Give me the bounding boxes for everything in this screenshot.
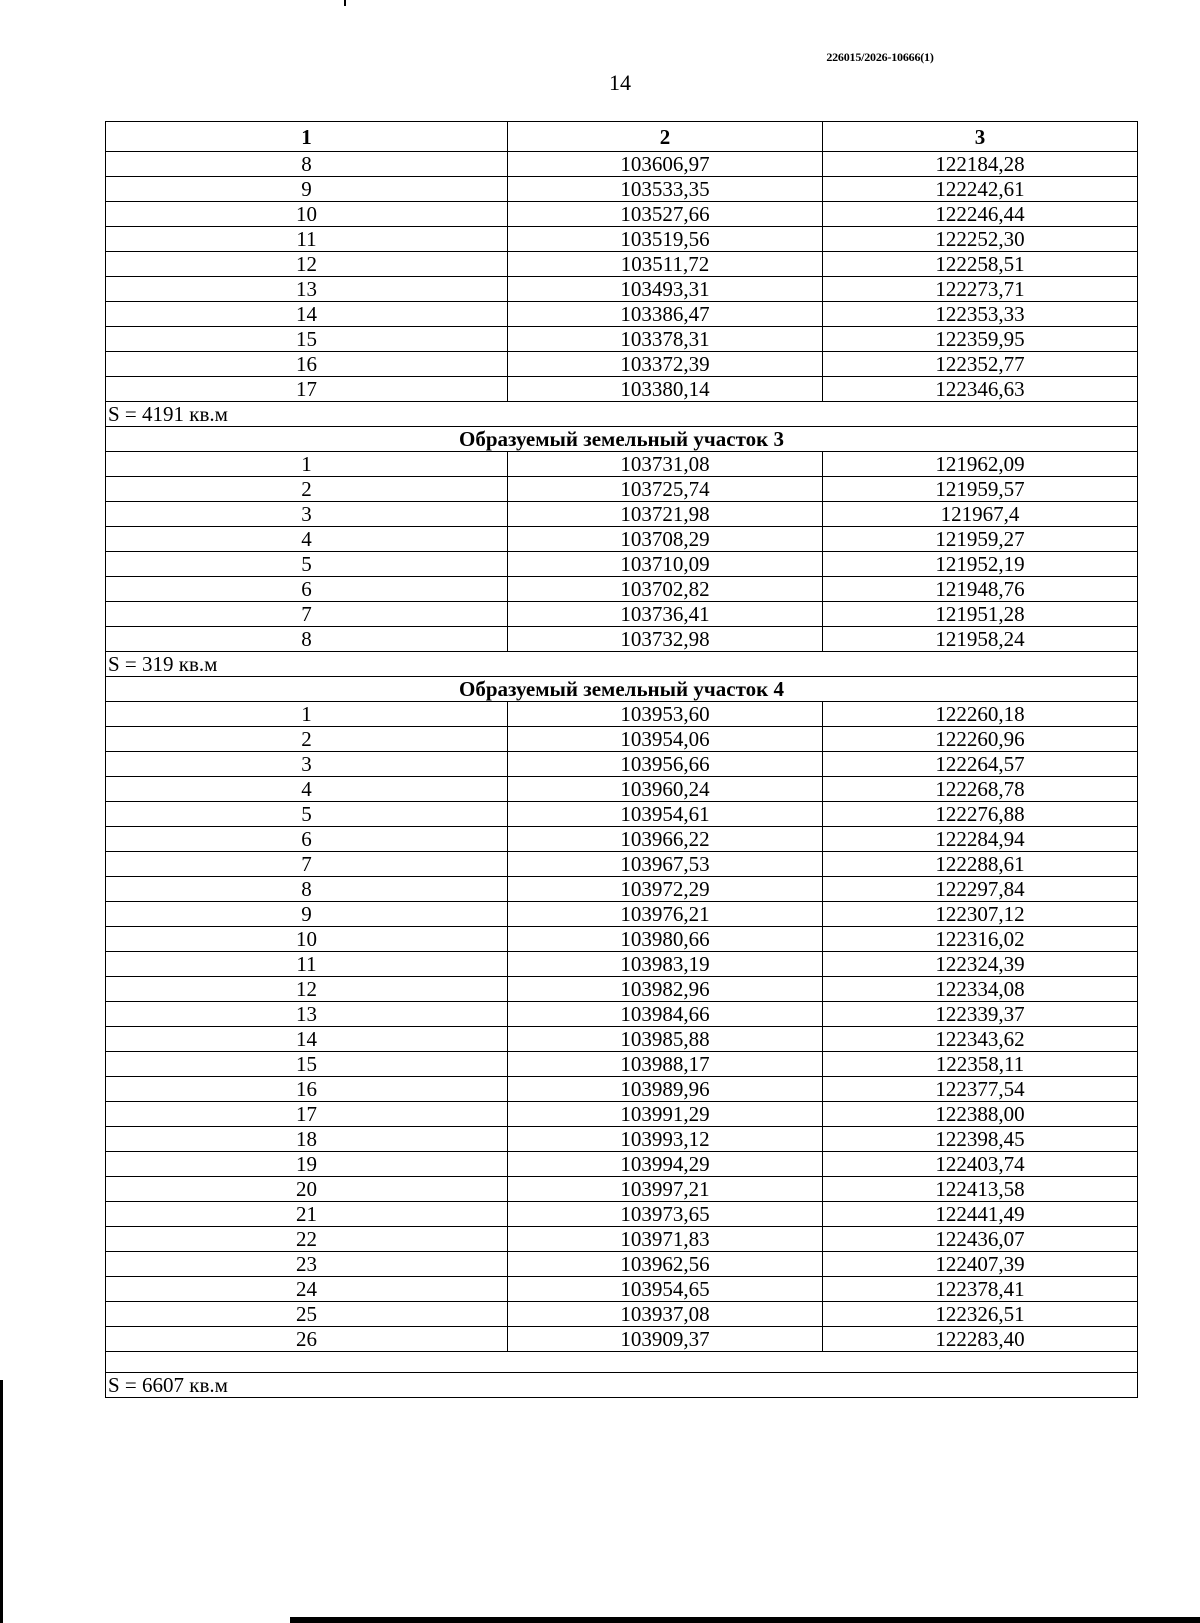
- y-coordinate-cell: 121967,4: [823, 502, 1138, 527]
- x-coordinate-cell: 103976,21: [508, 902, 823, 927]
- x-coordinate-cell: 103953,60: [508, 702, 823, 727]
- point-number-cell: 15: [106, 327, 508, 352]
- x-coordinate-cell: 103988,17: [508, 1052, 823, 1077]
- x-coordinate-cell: 103997,21: [508, 1177, 823, 1202]
- table-row: [106, 327, 1138, 352]
- table-row: [106, 577, 1138, 602]
- x-coordinate-cell: 103983,19: [508, 952, 823, 977]
- table-row: [106, 552, 1138, 577]
- y-coordinate-cell: 122258,51: [823, 252, 1138, 277]
- point-number-cell: 12: [106, 252, 508, 277]
- x-coordinate-cell: 103971,83: [508, 1227, 823, 1252]
- section-title-row: [106, 427, 1138, 452]
- table-row: [106, 1177, 1138, 1202]
- table-row: [106, 1327, 1138, 1352]
- point-number-cell: 21: [106, 1202, 508, 1227]
- y-coordinate-cell: 122377,54: [823, 1077, 1138, 1102]
- x-coordinate-cell: 103493,31: [508, 277, 823, 302]
- point-number-cell: 25: [106, 1302, 508, 1327]
- y-coordinate-cell: 122407,39: [823, 1252, 1138, 1277]
- point-number-cell: 10: [106, 927, 508, 952]
- point-number-cell: 16: [106, 1077, 508, 1102]
- x-coordinate-cell: 103960,24: [508, 777, 823, 802]
- point-number-cell: 11: [106, 227, 508, 252]
- x-coordinate-cell: 103966,22: [508, 827, 823, 852]
- x-coordinate-cell: 103732,98: [508, 627, 823, 652]
- table-row: [106, 602, 1138, 627]
- point-number-cell: 6: [106, 577, 508, 602]
- table-row: [106, 527, 1138, 552]
- y-coordinate-cell: 122260,96: [823, 727, 1138, 752]
- point-number-cell: 7: [106, 852, 508, 877]
- y-coordinate-cell: 122413,58: [823, 1177, 1138, 1202]
- blank-cell: [106, 1352, 1138, 1373]
- point-number-cell: 4: [106, 527, 508, 552]
- y-coordinate-cell: 122334,08: [823, 977, 1138, 1002]
- table-row: [106, 377, 1138, 402]
- x-coordinate-cell: 103989,96: [508, 1077, 823, 1102]
- point-number-cell: 8: [106, 152, 508, 177]
- y-coordinate-cell: 121952,19: [823, 552, 1138, 577]
- page-number: 14: [609, 70, 631, 95]
- y-coordinate-cell: 121951,28: [823, 602, 1138, 627]
- table-row: [106, 1077, 1138, 1102]
- table-row: [106, 1127, 1138, 1152]
- area-row: [106, 402, 1138, 427]
- table-row: [106, 452, 1138, 477]
- point-number-cell: 1: [106, 452, 508, 477]
- x-coordinate-cell: 103991,29: [508, 1102, 823, 1127]
- table-row: [106, 1052, 1138, 1077]
- point-number-cell: 9: [106, 177, 508, 202]
- table-row: [106, 777, 1138, 802]
- table-row: [106, 252, 1138, 277]
- x-coordinate-cell: 103533,35: [508, 177, 823, 202]
- table-row: [106, 727, 1138, 752]
- y-coordinate-cell: 122316,02: [823, 927, 1138, 952]
- x-coordinate-cell: 103725,74: [508, 477, 823, 502]
- table-row: [106, 852, 1138, 877]
- y-coordinate-cell: 122339,37: [823, 1002, 1138, 1027]
- document-number: 226015/2026-10666(1): [826, 50, 934, 64]
- y-coordinate-cell: 122268,78: [823, 777, 1138, 802]
- y-coordinate-cell: 121959,27: [823, 527, 1138, 552]
- point-number-cell: 18: [106, 1127, 508, 1152]
- table-row: [106, 752, 1138, 777]
- x-coordinate-cell: 103985,88: [508, 1027, 823, 1052]
- point-number-cell: 16: [106, 352, 508, 377]
- y-coordinate-cell: 122260,18: [823, 702, 1138, 727]
- point-number-cell: 12: [106, 977, 508, 1002]
- point-number-cell: 2: [106, 727, 508, 752]
- table-row: [106, 502, 1138, 527]
- point-number-cell: 24: [106, 1277, 508, 1302]
- y-coordinate-cell: 122184,28: [823, 152, 1138, 177]
- x-coordinate-cell: 103527,66: [508, 202, 823, 227]
- table-row: [106, 627, 1138, 652]
- y-coordinate-cell: 122388,00: [823, 1102, 1138, 1127]
- table-row: [106, 1102, 1138, 1127]
- point-number-cell: 22: [106, 1227, 508, 1252]
- scan-edge-left: [0, 1380, 3, 1623]
- y-coordinate-cell: 122346,63: [823, 377, 1138, 402]
- table-row: [106, 1002, 1138, 1027]
- y-coordinate-cell: 122326,51: [823, 1302, 1138, 1327]
- y-coordinate-cell: 122297,84: [823, 877, 1138, 902]
- x-coordinate-cell: 103984,66: [508, 1002, 823, 1027]
- x-coordinate-cell: 103956,66: [508, 752, 823, 777]
- point-number-cell: 5: [106, 802, 508, 827]
- point-number-cell: 26: [106, 1327, 508, 1352]
- table-row: [106, 1227, 1138, 1252]
- y-coordinate-cell: 122284,94: [823, 827, 1138, 852]
- y-coordinate-cell: 122441,49: [823, 1202, 1138, 1227]
- table-row: [106, 302, 1138, 327]
- y-coordinate-cell: 122403,74: [823, 1152, 1138, 1177]
- x-coordinate-cell: 103954,06: [508, 727, 823, 752]
- x-coordinate-cell: 103954,61: [508, 802, 823, 827]
- table-row: [106, 927, 1138, 952]
- y-coordinate-cell: 122288,61: [823, 852, 1138, 877]
- table-row: [106, 1152, 1138, 1177]
- point-number-cell: 11: [106, 952, 508, 977]
- table-header-row: [106, 122, 1138, 152]
- y-coordinate-cell: 121958,24: [823, 627, 1138, 652]
- section-title: Образуемый земельный участок 3: [106, 427, 1138, 452]
- area-row: [106, 652, 1138, 677]
- column-header-y: 3: [823, 122, 1138, 152]
- table-row: [106, 352, 1138, 377]
- table-row: [106, 877, 1138, 902]
- table-row: [106, 827, 1138, 852]
- table-row: [106, 1202, 1138, 1227]
- point-number-cell: 1: [106, 702, 508, 727]
- y-coordinate-cell: 122378,41: [823, 1277, 1138, 1302]
- y-coordinate-cell: 122324,39: [823, 952, 1138, 977]
- x-coordinate-cell: 103721,98: [508, 502, 823, 527]
- y-coordinate-cell: 122398,45: [823, 1127, 1138, 1152]
- point-number-cell: 13: [106, 1002, 508, 1027]
- point-number-cell: 2: [106, 477, 508, 502]
- y-coordinate-cell: 122252,30: [823, 227, 1138, 252]
- y-coordinate-cell: 122276,88: [823, 802, 1138, 827]
- x-coordinate-cell: 103980,66: [508, 927, 823, 952]
- x-coordinate-cell: 103736,41: [508, 602, 823, 627]
- x-coordinate-cell: 103962,56: [508, 1252, 823, 1277]
- x-coordinate-cell: 103372,39: [508, 352, 823, 377]
- point-number-cell: 23: [106, 1252, 508, 1277]
- point-number-cell: 3: [106, 752, 508, 777]
- y-coordinate-cell: 122283,40: [823, 1327, 1138, 1352]
- y-coordinate-cell: 122246,44: [823, 202, 1138, 227]
- y-coordinate-cell: 122242,61: [823, 177, 1138, 202]
- point-number-cell: 14: [106, 1027, 508, 1052]
- section-title: Образуемый земельный участок 4: [106, 677, 1138, 702]
- table-row: [106, 902, 1138, 927]
- x-coordinate-cell: 103380,14: [508, 377, 823, 402]
- point-number-cell: 17: [106, 1102, 508, 1127]
- point-number-cell: 3: [106, 502, 508, 527]
- table-row: [106, 202, 1138, 227]
- x-coordinate-cell: 103702,82: [508, 577, 823, 602]
- x-coordinate-cell: 103731,08: [508, 452, 823, 477]
- x-coordinate-cell: 103909,37: [508, 1327, 823, 1352]
- x-coordinate-cell: 103982,96: [508, 977, 823, 1002]
- table-row: [106, 952, 1138, 977]
- x-coordinate-cell: 103519,56: [508, 227, 823, 252]
- point-number-cell: 9: [106, 902, 508, 927]
- y-coordinate-cell: 122352,77: [823, 352, 1138, 377]
- area-value: S = 319 кв.м: [106, 652, 1138, 677]
- point-number-cell: 10: [106, 202, 508, 227]
- point-number-cell: 20: [106, 1177, 508, 1202]
- y-coordinate-cell: 122264,57: [823, 752, 1138, 777]
- x-coordinate-cell: 103378,31: [508, 327, 823, 352]
- point-number-cell: 14: [106, 302, 508, 327]
- y-coordinate-cell: 122353,33: [823, 302, 1138, 327]
- x-coordinate-cell: 103993,12: [508, 1127, 823, 1152]
- y-coordinate-cell: 122273,71: [823, 277, 1138, 302]
- table-row: [106, 1277, 1138, 1302]
- table-row: [106, 1302, 1138, 1327]
- x-coordinate-cell: 103973,65: [508, 1202, 823, 1227]
- table-row: [106, 802, 1138, 827]
- point-number-cell: 17: [106, 377, 508, 402]
- x-coordinate-cell: 103386,47: [508, 302, 823, 327]
- y-coordinate-cell: 121959,57: [823, 477, 1138, 502]
- point-number-cell: 8: [106, 627, 508, 652]
- scan-mark: [344, 0, 346, 6]
- area-value: S = 6607 кв.м: [106, 1373, 1138, 1398]
- x-coordinate-cell: 103710,09: [508, 552, 823, 577]
- point-number-cell: 8: [106, 877, 508, 902]
- x-coordinate-cell: 103994,29: [508, 1152, 823, 1177]
- table-row: [106, 177, 1138, 202]
- y-coordinate-cell: 121948,76: [823, 577, 1138, 602]
- point-number-cell: 15: [106, 1052, 508, 1077]
- x-coordinate-cell: 103606,97: [508, 152, 823, 177]
- y-coordinate-cell: 122307,12: [823, 902, 1138, 927]
- y-coordinate-cell: 122343,62: [823, 1027, 1138, 1052]
- y-coordinate-cell: 122358,11: [823, 1052, 1138, 1077]
- point-number-cell: 5: [106, 552, 508, 577]
- y-coordinate-cell: 122436,07: [823, 1227, 1138, 1252]
- table-row: [106, 977, 1138, 1002]
- coordinates-table: [105, 121, 1138, 1398]
- point-number-cell: 19: [106, 1152, 508, 1177]
- x-coordinate-cell: 103972,29: [508, 877, 823, 902]
- x-coordinate-cell: 103708,29: [508, 527, 823, 552]
- table-row: [106, 227, 1138, 252]
- table-row: [106, 702, 1138, 727]
- blank-row: [106, 1352, 1138, 1373]
- x-coordinate-cell: 103967,53: [508, 852, 823, 877]
- table-row: [106, 277, 1138, 302]
- point-number-cell: 4: [106, 777, 508, 802]
- column-header-x: 2: [508, 122, 823, 152]
- area-value: S = 4191 кв.м: [106, 402, 1138, 427]
- y-coordinate-cell: 121962,09: [823, 452, 1138, 477]
- x-coordinate-cell: 103954,65: [508, 1277, 823, 1302]
- table-row: [106, 1252, 1138, 1277]
- point-number-cell: 7: [106, 602, 508, 627]
- x-coordinate-cell: 103937,08: [508, 1302, 823, 1327]
- table-row: [106, 477, 1138, 502]
- section-title-row: [106, 677, 1138, 702]
- column-header-point: 1: [106, 122, 508, 152]
- point-number-cell: 13: [106, 277, 508, 302]
- x-coordinate-cell: 103511,72: [508, 252, 823, 277]
- y-coordinate-cell: 122359,95: [823, 327, 1138, 352]
- area-row: [106, 1373, 1138, 1398]
- table-row: [106, 152, 1138, 177]
- table-row: [106, 1027, 1138, 1052]
- point-number-cell: 6: [106, 827, 508, 852]
- scan-edge-bottom: [290, 1617, 1200, 1623]
